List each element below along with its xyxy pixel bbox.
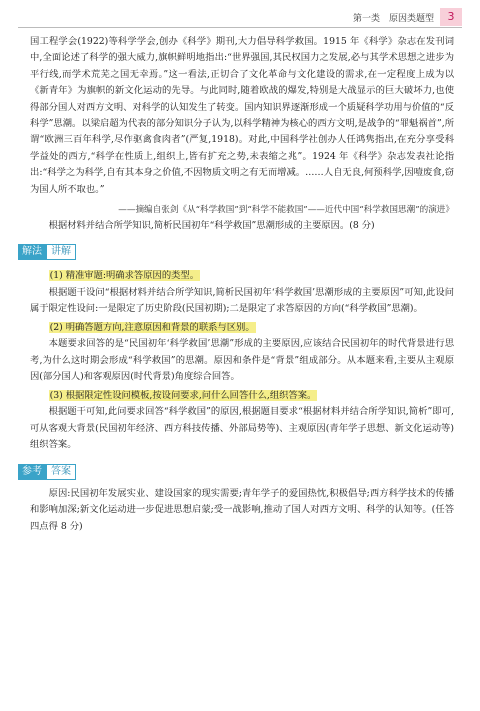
reference-answer: 原因:民国初年发展实业、建设国家的现实需要;青年学子的爱国热忱,积极倡导;西方科学技术的传播和影响加深;新文化运动进一步促进思想启蒙;受一战影响,推动了国人对西方文明、科学的认知等。(任答四点得 8 分) (30, 487, 454, 532)
analysis-step-2-title: (2) 明确答题方向,注意原因和背景的联系与区别。 (49, 321, 255, 333)
answer-section-label (18, 464, 76, 480)
answer-label-part-a: 参考 (18, 464, 46, 480)
analysis-step-1-body: 根据题干设问“根据材料并结合所学知识,简析民国初年‘科学救国’思潮形成的主要原因”可知,此设问属于限定性设问:一是限定了历史阶段(民国初期);二是限定了求答原因的方向(“科学救国”思潮)。 (30, 286, 454, 315)
analysis-step-1-title: (1) 精准审题:明确求答原因的类型。 (49, 270, 200, 282)
analysis-label-part-a: 解法 (18, 244, 46, 260)
page-content (22, 34, 454, 535)
question-text: 根据材料并结合所学知识,简析民国初年“科学救国”思潮形成的主要原因。(8 分) (48, 220, 375, 232)
chapter-title: 第一类 原因类题型 (352, 14, 434, 24)
page-header (0, 8, 480, 28)
header-rule (18, 27, 462, 28)
analysis-step-2-body: 本题要求回答的是“民国初年‘科学救国’思潮”形成的主要原因,应该结合民国初年的时代背景进行思考,为什么这时期会形成“科学救国”的思潮。原因和条件是“背景”组成部分。从本题来看,主要从主观原因(部分国人)和客观原因(时代背景)角度综合回答。 (30, 338, 454, 383)
analysis-label-part-b: 讲解 (46, 244, 76, 260)
analysis-step-3-body: 根据题干可知,此问要求回答“科学救国”的原因,根据题目要求“根据材料并结合所学知识,简析”即可,可从客观大背景(民国初年经济、西方科技传播、外部局势等)、主观原因(青年学子思想、新文化运动等)组织答案。 (30, 406, 454, 451)
answer-label-part-b: 答案 (46, 464, 76, 480)
page-number: 3 (440, 8, 462, 26)
analysis-section-label (18, 244, 76, 260)
analysis-step-3-title: (3) 根据限定性设问模板,按设问要求,问什么回答什么,组织答案。 (49, 389, 317, 401)
material-source: ——摘编自张剑《从“科学救国”到“科学不能救国”——近代中国“科学救国思潮”的演进》 (118, 205, 454, 216)
material-passage: 国工程学会(1922)等科学学会,创办《科学》期刊,大力倡导科学救国。1915 年《科学》杂志在发刊词中,全面论述了科学的强大威力,旗帜鲜明地指出:“世界强国,其民权国力之发展,必与其学术思想之进步为平行线,而学术荒芜之国无幸焉。”这一看法,正切合了文化革命与文化建设的需求,在一定程度上成为以《新青年》为旗帜的新文化运动的先导。与此同时,随着欧战的爆发,特别是大战显示的巨大破坏力,也使得部分国人对西方文明、对科学的认知发生了转变。国内知识界逐渐形成一个质疑科学功用与价值的“反科学”思潮。以梁启超为代表的部分知识分子认为,以科学精神为核心的西方文明,是战争的“罪魁祸首”,所谓“欧洲三百年科学,尽作驱禽食肉者”(严复,1918)。对此,中国科学社创办人任鸿隽指出,在充分享受科学益处的西方,“科学在性质上,组织上,皆有扩充之势,未表缩之兆”。1924 年《科学》杂志发表社论指出:“科学之为科学,自有其本身之价值,不因物质文明之有无而增减。……人自无良,何预科学,因噎废食,窃为国人所不取也。” (30, 36, 454, 195)
